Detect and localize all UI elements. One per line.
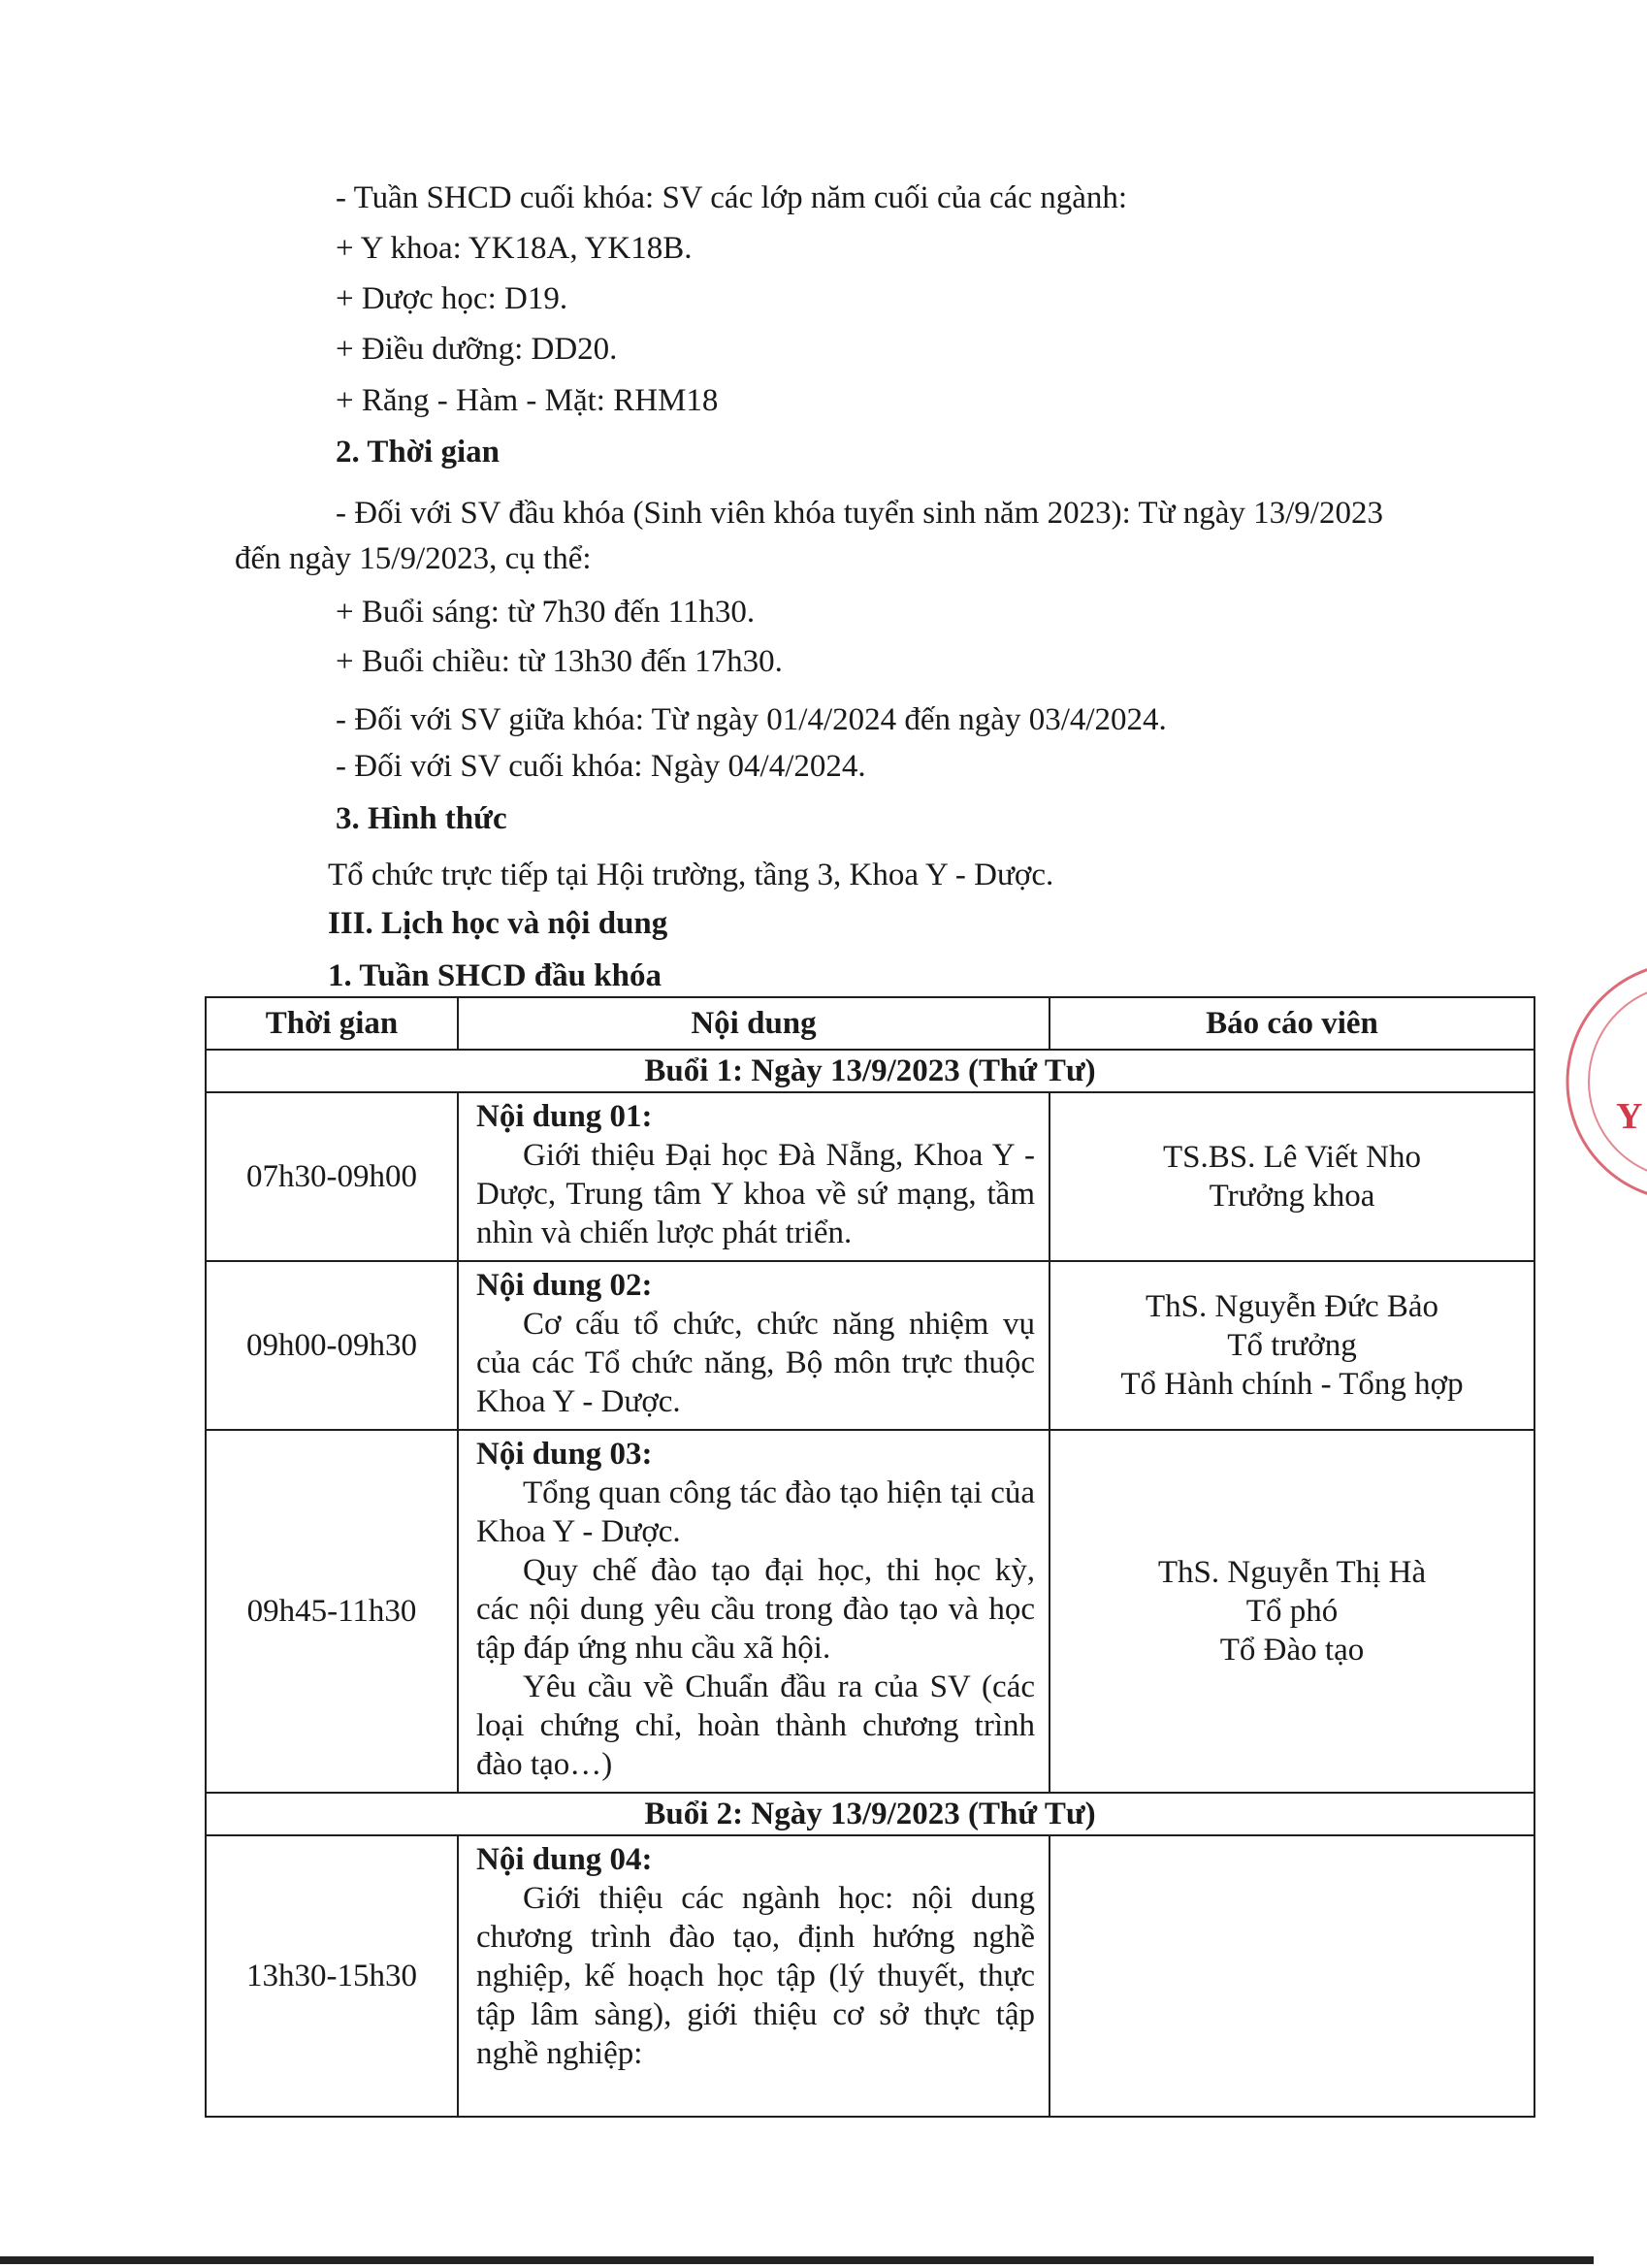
content-title: Nội dung 03: — [476, 1437, 653, 1472]
table-row — [206, 1835, 1534, 2117]
speaker-cell — [1050, 1835, 1534, 2117]
text-line: - Đối với SV giữa khóa: Từ ngày 01/4/2024 đến ngày 03/4/2024. — [336, 702, 1167, 737]
content-paragraph: Yêu cầu về Chuẩn đầu ra của SV (các loại chứng chỉ, hoàn thành chương trình đào tạo…) — [476, 1669, 1035, 1782]
table-header-row — [206, 997, 1534, 1050]
seal-stamp — [1540, 956, 1647, 1208]
content-title: Nội dung 02: — [476, 1268, 653, 1303]
speaker-line: Tổ Đào tạo — [1219, 1633, 1365, 1668]
content-title: Nội dung 01: — [476, 1099, 653, 1134]
content-cell — [458, 1261, 1050, 1430]
section-heading: 3. Hình thức — [336, 801, 507, 836]
speaker-line: ThS. Nguyễn Đức Bảo — [1145, 1289, 1438, 1324]
content-cell — [458, 1092, 1050, 1261]
content-cell — [458, 1430, 1050, 1793]
content-paragraph: Tổng quan công tác đào tạo hiện tại của Khoa Y - Dược. — [476, 1475, 1035, 1549]
content-paragraph: Giới thiệu các ngành học: nội dung chương trình đào tạo, định hướng nghề nghiệp, kế hoạch học tập (lý thuyết, thực tập lâm sàng), giới thiệu cơ sở thực tập nghề nghiệp: — [476, 1881, 1035, 2071]
speaker-line: ThS. Nguyễn Thị Hà — [1157, 1555, 1427, 1590]
content-paragraph: Giới thiệu Đại học Đà Nẵng, Khoa Y - Dược, Trung tâm Y khoa về sứ mạng, tầm nhìn và chiến lược phát triển. — [476, 1138, 1035, 1250]
time-cell: 09h45-11h30 — [206, 1430, 458, 1793]
text-line: - Tuần SHCD cuối khóa: SV các lớp năm cuối của các ngành: — [336, 180, 1128, 215]
session-row — [206, 1793, 1534, 1835]
section-heading: 1. Tuần SHCD đầu khóa — [328, 958, 662, 993]
stamp-text: Y — [1616, 1096, 1643, 1137]
content-title: Nội dung 04: — [476, 1842, 653, 1877]
schedule-table — [205, 996, 1535, 2118]
text-line: + Buổi chiều: từ 13h30 đến 17h30. — [336, 644, 783, 679]
speaker-line: Tổ phó — [1245, 1594, 1339, 1629]
header-time: Thời gian — [206, 997, 458, 1050]
header-speaker: Báo cáo viên — [1050, 997, 1534, 1050]
text-line: đến ngày 15/9/2023, cụ thể: — [235, 541, 592, 576]
page-bottom-edge — [0, 2256, 1594, 2264]
content-paragraph: Quy chế đào tạo đại học, thi học kỳ, các nội dung yêu cầu trong đào tạo và học tập đáp ứng nhu cầu xã hội. — [476, 1553, 1035, 1666]
text-line: + Dược học: D19. — [336, 281, 568, 316]
table-row — [206, 1261, 1534, 1430]
time-cell: 13h30-15h30 — [206, 1835, 458, 2117]
speaker-cell — [1050, 1430, 1534, 1793]
section-heading: III. Lịch học và nội dung — [328, 906, 668, 941]
text-line: + Điều dưỡng: DD20. — [336, 332, 618, 367]
table-row — [206, 1092, 1534, 1261]
speaker-line: Tổ trưởng — [1227, 1328, 1357, 1363]
speaker-line: Tổ Hành chính - Tổng hợp — [1120, 1367, 1464, 1402]
section-heading: 2. Thời gian — [336, 435, 500, 470]
speaker-cell — [1050, 1261, 1534, 1430]
content-paragraph: Cơ cấu tổ chức, chức năng nhiệm vụ của các Tổ chức năng, Bộ môn trực thuộc Khoa Y - Dược. — [476, 1307, 1035, 1419]
time-cell: 09h00-09h30 — [206, 1261, 458, 1430]
speaker-cell — [1050, 1092, 1534, 1261]
content-cell — [458, 1835, 1050, 2117]
text-line: + Buổi sáng: từ 7h30 đến 11h30. — [336, 595, 756, 630]
session-label: Buổi 2: Ngày 13/9/2023 (Thứ Tư) — [206, 1793, 1534, 1835]
table-row — [206, 1430, 1534, 1793]
session-label: Buổi 1: Ngày 13/9/2023 (Thứ Tư) — [206, 1050, 1534, 1092]
text-line: - Đối với SV cuối khóa: Ngày 04/4/2024. — [336, 749, 866, 784]
header-content: Nội dung — [458, 997, 1050, 1050]
time-cell: 07h30-09h00 — [206, 1092, 458, 1261]
text-line: + Răng - Hàm - Mặt: RHM18 — [336, 383, 719, 418]
speaker-line: TS.BS. Lê Viết Nho — [1163, 1140, 1421, 1175]
text-line: Tổ chức trực tiếp tại Hội trường, tầng 3, Khoa Y - Dược. — [328, 858, 1054, 892]
text-line: + Y khoa: YK18A, YK18B. — [336, 231, 693, 266]
text-line: - Đối với SV đầu khóa (Sinh viên khóa tuyển sinh năm 2023): Từ ngày 13/9/2023 — [336, 496, 1383, 531]
speaker-line: Trưởng khoa — [1209, 1179, 1375, 1214]
session-row — [206, 1050, 1534, 1092]
